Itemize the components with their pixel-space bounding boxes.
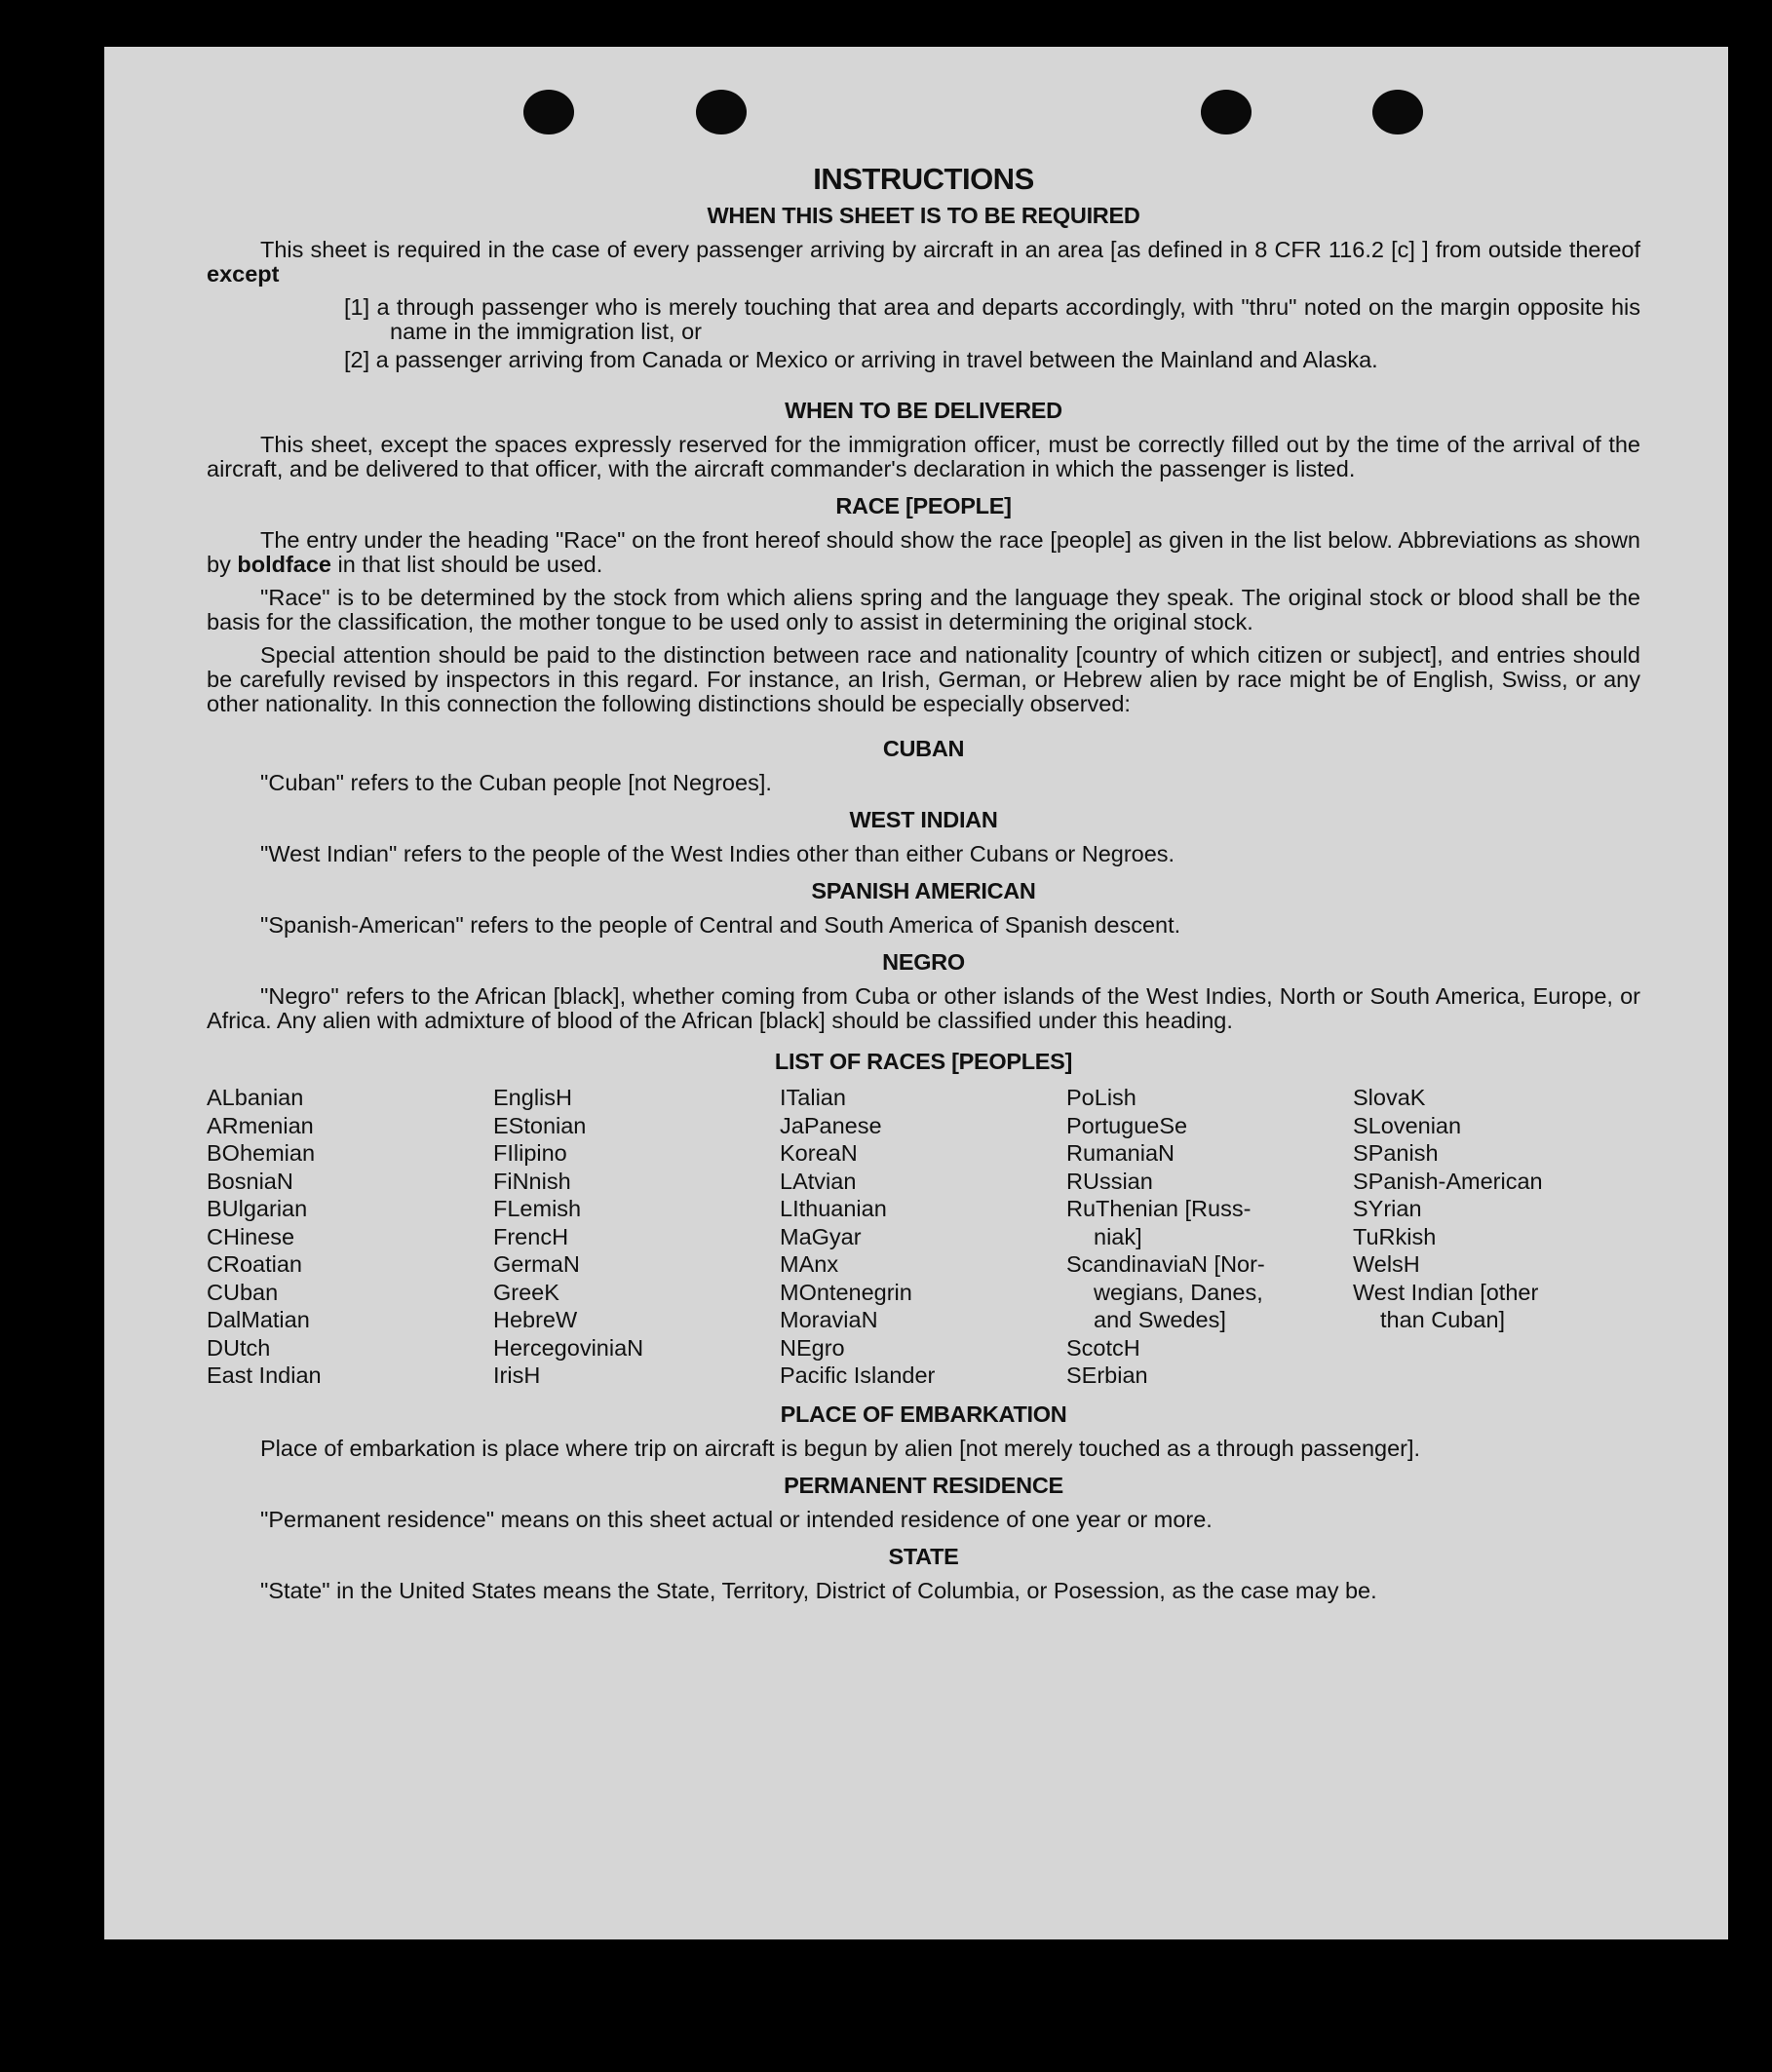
race-entry: NEgro — [780, 1334, 845, 1361]
race-entry: KoreaN — [780, 1140, 858, 1166]
race-entry: SLovenian — [1353, 1112, 1462, 1138]
punch-hole — [523, 90, 574, 134]
section-heading-residence: PERMANENT RESIDENCE — [784, 1472, 1063, 1498]
race-entry: niak] — [1094, 1223, 1142, 1249]
races-column — [207, 1084, 493, 1390]
instructions-content — [207, 162, 1640, 1612]
race-paragraph-3: Special attention should be paid to the distinction between race and nationality [country of which citizen or subject], and entries should be carefully revised by inspectors in this regard. For instance, an Irish, German, or Hebrew alien by race might be of English, Swiss, or any other nationality. In this connection the following distinctions should be especially observed: — [207, 642, 1640, 716]
race-entry: SPanish — [1353, 1140, 1439, 1166]
race-entry: DUtch — [207, 1334, 271, 1361]
punch-hole — [1372, 90, 1423, 134]
section-heading-races-list: LIST OF RACES [PEOPLES] — [774, 1049, 1073, 1074]
section-heading-negro: NEGRO — [882, 949, 965, 975]
race-entry: ALbanian — [207, 1085, 304, 1110]
race-entry: SlovaK — [1353, 1085, 1426, 1110]
races-column — [1353, 1084, 1639, 1390]
punch-hole — [696, 90, 747, 134]
cuban-text: "Cuban" refers to the Cuban people [not Negroes]. — [260, 770, 772, 795]
section-heading-west-indian: WEST INDIAN — [849, 807, 998, 832]
section-heading-state: STATE — [888, 1543, 959, 1569]
section-heading-required: WHEN THIS SHEET IS TO BE REQUIRED — [707, 203, 1140, 228]
embarkation-text: Place of embarkation is place where trip on aircraft is begun by alien [not merely touched as a through passenger]. — [260, 1435, 1421, 1461]
required-item-2: [2] a passenger arriving from Canada or Mexico or arriving in travel between the Mainland and Alaska. — [344, 347, 1378, 372]
race-entry: LAtvian — [780, 1168, 857, 1194]
race-entry: MOntenegrin — [780, 1279, 912, 1305]
race-entry: IrisH — [493, 1362, 541, 1388]
race-entry: CUban — [207, 1279, 279, 1305]
required-item-1: [1] a through passenger who is merely touching that area and departs accordingly, with "thru" noted on the margin opposite his name in the immigration list, or — [344, 294, 1640, 344]
section-heading-cuban: CUBAN — [882, 736, 965, 761]
race-entry: East Indian — [207, 1362, 322, 1388]
race-entry: MaGyar — [780, 1223, 862, 1249]
residence-text: "Permanent residence" means on this sheet actual or intended residence of one year or more. — [260, 1506, 1213, 1532]
race-entry: ARmenian — [207, 1112, 314, 1138]
race-paragraph-1: The entry under the heading "Race" on the front hereof should show the race [people] as given in the list below. Abbreviations as shown by boldface in that list should be used. — [207, 527, 1640, 577]
race-entry: ScotcH — [1066, 1334, 1140, 1361]
race-entry: CRoatian — [207, 1251, 302, 1277]
race-entry: EnglisH — [493, 1085, 572, 1110]
race-paragraph-2: "Race" is to be determined by the stock from which aliens spring and the language they speak. The original stock or blood shall be the basis for the classification, the mother tongue to be used only to assist in determining the original stock. — [207, 585, 1640, 634]
race-entry: HebreW — [493, 1307, 578, 1332]
race-entry: and Swedes] — [1094, 1307, 1226, 1332]
race-entry: ITalian — [780, 1085, 846, 1110]
race-entry: SPanish-American — [1353, 1168, 1543, 1194]
punch-hole — [1201, 90, 1252, 134]
race-entry: FLemish — [493, 1196, 582, 1221]
race-entry: HercegoviniaN — [493, 1334, 644, 1361]
race-entry: wegians, Danes, — [1094, 1279, 1263, 1305]
race-entry: RumaniaN — [1066, 1140, 1175, 1166]
state-text: "State" in the United States means the State, Territory, District of Columbia, or Posession, as the case may be. — [260, 1577, 1377, 1603]
race-entry: DalMatian — [207, 1307, 310, 1332]
race-entry: EStonian — [493, 1112, 587, 1138]
races-column — [1066, 1084, 1353, 1390]
race-entry: GreeK — [493, 1279, 559, 1305]
section-heading-embarkation: PLACE OF EMBARKATION — [780, 1401, 1067, 1427]
section-heading-spanish-american: SPANISH AMERICAN — [811, 878, 1036, 903]
delivered-text: This sheet, except the spaces expressly reserved for the immigration officer, must be correctly filled out by the time of the arrival of the aircraft, and be delivered to that officer, with the aircraft commander's declaration in which the passenger is listed. — [207, 432, 1640, 481]
race-entry: PortugueSe — [1066, 1112, 1188, 1138]
race-entry: SErbian — [1066, 1362, 1148, 1388]
race-entry: than Cuban] — [1380, 1307, 1506, 1332]
race-entry: GermaN — [493, 1251, 580, 1277]
race-entry: LIthuanian — [780, 1196, 887, 1221]
race-entry: PoLish — [1066, 1085, 1136, 1110]
race-entry: BUlgarian — [207, 1196, 308, 1221]
race-entry: MoraviaN — [780, 1307, 878, 1332]
page-title: INSTRUCTIONS — [813, 162, 1034, 196]
races-column — [493, 1084, 780, 1390]
race-entry: JaPanese — [780, 1112, 882, 1138]
race-entry: ScandinaviaN [Nor- — [1066, 1251, 1265, 1277]
race-entry: SYrian — [1353, 1196, 1422, 1221]
section-heading-delivered: WHEN TO BE DELIVERED — [785, 398, 1062, 423]
negro-text: "Negro" refers to the African [black], whether coming from Cuba or other islands of the West Indies, North or South America, Europe, or Africa. Any alien with admixture of blood of the African [black] should be classified under this heading. — [207, 983, 1640, 1033]
spanish-american-text: "Spanish-American" refers to the people of Central and South America of Spanish descent. — [260, 912, 1181, 938]
race-entry: RUssian — [1066, 1168, 1153, 1194]
race-entry: TuRkish — [1353, 1223, 1437, 1249]
race-entry: WelsH — [1353, 1251, 1420, 1277]
race-entry: FIlipino — [493, 1140, 567, 1166]
race-entry: FrencH — [493, 1223, 569, 1249]
races-column — [780, 1084, 1066, 1390]
race-entry: RuThenian [Russ- — [1066, 1196, 1252, 1221]
document-sheet — [104, 47, 1728, 1939]
races-list — [207, 1084, 1640, 1390]
required-intro: This sheet is required in the case of every passenger arriving by aircraft in an area [as defined in 8 CFR 116.2 [c] ] from outside thereof except — [207, 237, 1640, 287]
west-indian-text: "West Indian" refers to the people of the West Indies other than either Cubans or Negroes. — [260, 841, 1175, 866]
race-entry: FiNnish — [493, 1168, 571, 1194]
race-entry: MAnx — [780, 1251, 839, 1277]
race-entry: CHinese — [207, 1223, 295, 1249]
section-heading-race: RACE [PEOPLE] — [835, 493, 1012, 518]
race-entry: BosniaN — [207, 1168, 293, 1194]
race-entry: Pacific Islander — [780, 1362, 936, 1388]
race-entry: West Indian [other — [1353, 1279, 1539, 1305]
race-entry: BOhemian — [207, 1140, 316, 1166]
